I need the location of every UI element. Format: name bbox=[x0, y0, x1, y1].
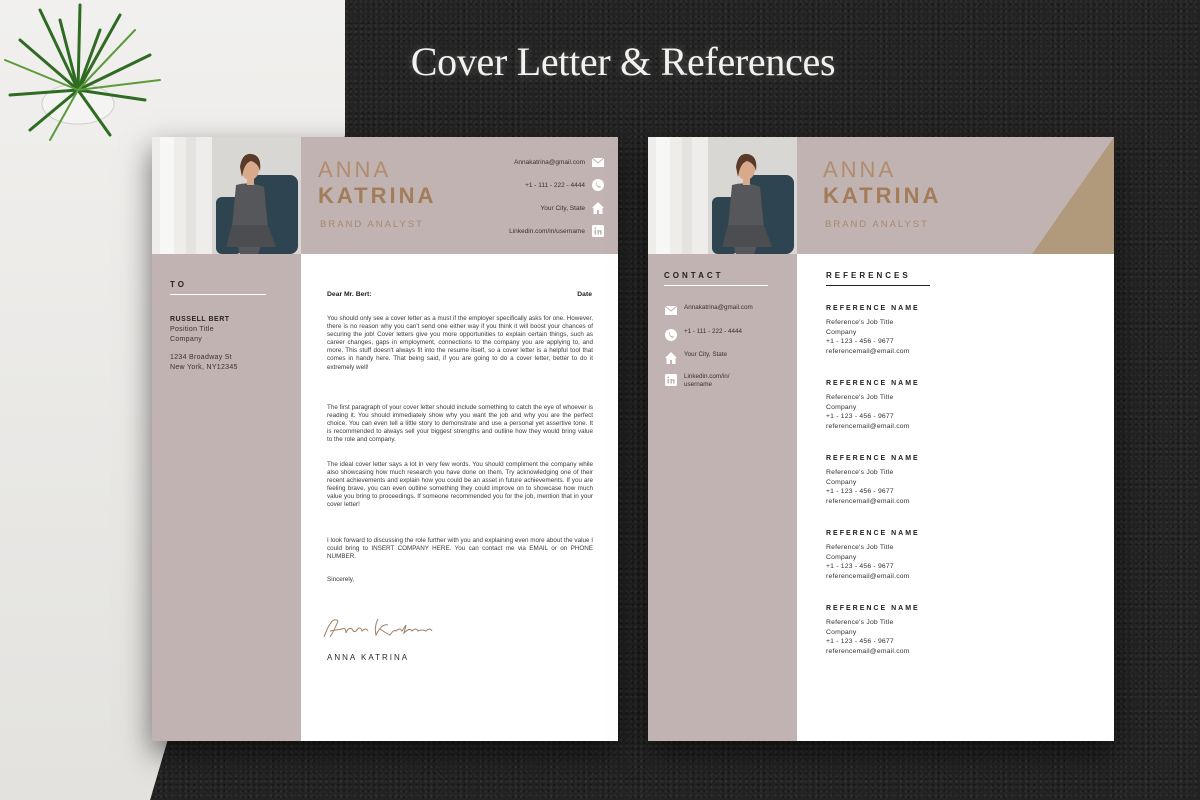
references-heading: REFERENCES bbox=[826, 271, 911, 280]
reference-company: Company bbox=[826, 403, 857, 411]
reference-email: referencemail@email.com bbox=[826, 348, 910, 356]
headline: Cover Letter & References bbox=[410, 39, 836, 84]
last-name: KATRINA bbox=[318, 183, 437, 208]
reference-job: Reference's Job Title bbox=[826, 319, 894, 326]
reference-company: Company bbox=[826, 478, 857, 486]
last-name: KATRINA bbox=[823, 183, 942, 208]
linkedin-text-line2: username bbox=[684, 380, 713, 388]
phone-text: +1 - 111 - 222 - 4444 bbox=[684, 328, 743, 335]
linkedin-icon bbox=[664, 373, 677, 386]
first-name: ANNA bbox=[318, 157, 392, 182]
home-icon bbox=[592, 202, 604, 214]
first-name: ANNA bbox=[823, 157, 897, 182]
phone-icon bbox=[592, 179, 604, 191]
linkedin-text-line1: Linkedin.com/in/ bbox=[684, 373, 730, 380]
signature bbox=[320, 613, 440, 643]
letter-paragraph: I look forward to discussing the role further with you and explaining even more about the value I could bring to INSERT COMPANY HERE. You can contact me via EMAIL or on PHONE NUMBER. bbox=[327, 537, 593, 561]
reference-entry bbox=[826, 455, 1006, 507]
reference-job: Reference's Job Title bbox=[826, 394, 894, 401]
letter-closing: Sincerely, bbox=[327, 576, 355, 583]
reference-job: Reference's Job Title bbox=[826, 619, 894, 626]
references-page bbox=[648, 137, 1114, 741]
reference-company: Company bbox=[826, 628, 857, 636]
job-title: BRAND ANALYST bbox=[825, 219, 929, 230]
recipient-address-line1: 1234 Broadway St bbox=[170, 354, 233, 361]
profile-photo bbox=[152, 137, 301, 254]
reference-phone: +1 - 123 - 456 - 9677 bbox=[826, 338, 894, 346]
reference-phone: +1 - 123 - 456 - 9677 bbox=[826, 413, 894, 421]
salutation: Dear Mr. Bert: bbox=[327, 291, 372, 298]
recipient-title: Position Title bbox=[170, 326, 214, 333]
linkedin-icon bbox=[592, 225, 604, 237]
reference-entry bbox=[826, 530, 1006, 582]
location-text: Your City, State bbox=[540, 204, 585, 212]
to-heading: TO bbox=[170, 280, 187, 289]
contact-location bbox=[664, 351, 727, 364]
reference-email: referencemail@email.com bbox=[826, 573, 910, 581]
reference-name: REFERENCE NAME bbox=[826, 305, 920, 312]
contact-linkedin bbox=[509, 225, 604, 237]
recipient-address-line2: New York, NY12345 bbox=[170, 364, 238, 371]
contact-location bbox=[541, 202, 604, 214]
reference-name: REFERENCE NAME bbox=[826, 455, 920, 462]
linkedin-text: Linkedin.com/in/username bbox=[509, 227, 585, 235]
reference-job: Reference's Job Title bbox=[826, 544, 894, 551]
email-text: Annakatrina@gmail.com bbox=[514, 158, 585, 166]
contact-linkedin bbox=[664, 373, 730, 388]
contact-email bbox=[514, 156, 604, 168]
reference-company: Company bbox=[826, 328, 857, 336]
location-text: Your City, State bbox=[684, 351, 728, 358]
profile-photo bbox=[648, 137, 797, 254]
reference-company: Company bbox=[826, 553, 857, 561]
letter-paragraph: The first paragraph of your cover letter should include something to catch the eye of whoever is reading it. You should immediately show why you want the job and why you are the perfect choice. You can even tell a little story to demonstrate and use a personal yet assertive tone. It is recommended to always sell your biggest strengths and outline how they would bring value to the role and company. bbox=[327, 404, 593, 444]
recipient-company: Company bbox=[170, 336, 203, 343]
reference-entry bbox=[826, 605, 1006, 657]
email-text: Annakatrina@gmail.com bbox=[684, 304, 753, 311]
signed-name: ANNA KATRINA bbox=[327, 653, 410, 662]
phone-text: +1 - 111 - 222 - 4444 bbox=[525, 181, 585, 189]
mail-icon bbox=[664, 304, 677, 317]
contact-heading: CONTACT bbox=[664, 271, 724, 280]
reference-job: Reference's Job Title bbox=[826, 469, 894, 476]
letter-paragraph: You should only see a cover letter as a must if the employer specifically asks for one. However, there is no reason why you can't send one either way if you think it will boost your chances of securing the job! Cover letters give you more opportunities to explain certain things, such as career changes, gaps in employment, connections to the company you are applying to, and more. This stuff doesn't always fit into the resume itself, so a cover letter is a helpful tool that comes in handy here. That being said, if you are going to do a cover letter, better to do it extremely well! bbox=[327, 315, 593, 371]
reference-name: REFERENCE NAME bbox=[826, 380, 920, 387]
recipient-name: RUSSELL BERT bbox=[170, 316, 230, 323]
contact-phone bbox=[664, 328, 742, 341]
references-divider bbox=[826, 285, 930, 286]
reference-phone: +1 - 123 - 456 - 9677 bbox=[826, 563, 894, 571]
job-title: BRAND ANALYST bbox=[320, 219, 424, 230]
reference-entry bbox=[826, 305, 1006, 357]
reference-phone: +1 - 123 - 456 - 9677 bbox=[826, 488, 894, 496]
letter-paragraph: The ideal cover letter says a lot in very few words. You should compliment the company while also showcasing how much research you have done on them. Try acknowledging one of their recent achievements and explain how you could be an asset in future achievements. If you are feeling brave, you can even outline something they could improve on to showcase how much value you bring to proceedings. If someone recommended you for the job, mention that in your cover letter! bbox=[327, 461, 593, 509]
reference-email: referencemail@email.com bbox=[826, 648, 910, 656]
contact-email bbox=[664, 304, 753, 317]
letter-date: Date bbox=[577, 291, 592, 298]
reference-name: REFERENCE NAME bbox=[826, 605, 920, 612]
reference-phone: +1 - 123 - 456 - 9677 bbox=[826, 638, 894, 646]
reference-entry bbox=[826, 380, 1006, 432]
cover-letter-page bbox=[152, 137, 618, 741]
reference-email: referencemail@email.com bbox=[826, 423, 910, 431]
contact-phone bbox=[525, 179, 604, 191]
to-divider bbox=[170, 294, 266, 295]
reference-name: REFERENCE NAME bbox=[826, 530, 920, 537]
phone-icon bbox=[664, 328, 677, 341]
reference-email: referencemail@email.com bbox=[826, 498, 910, 506]
home-icon bbox=[664, 351, 677, 364]
contact-divider bbox=[664, 285, 768, 286]
mail-icon bbox=[592, 156, 604, 168]
